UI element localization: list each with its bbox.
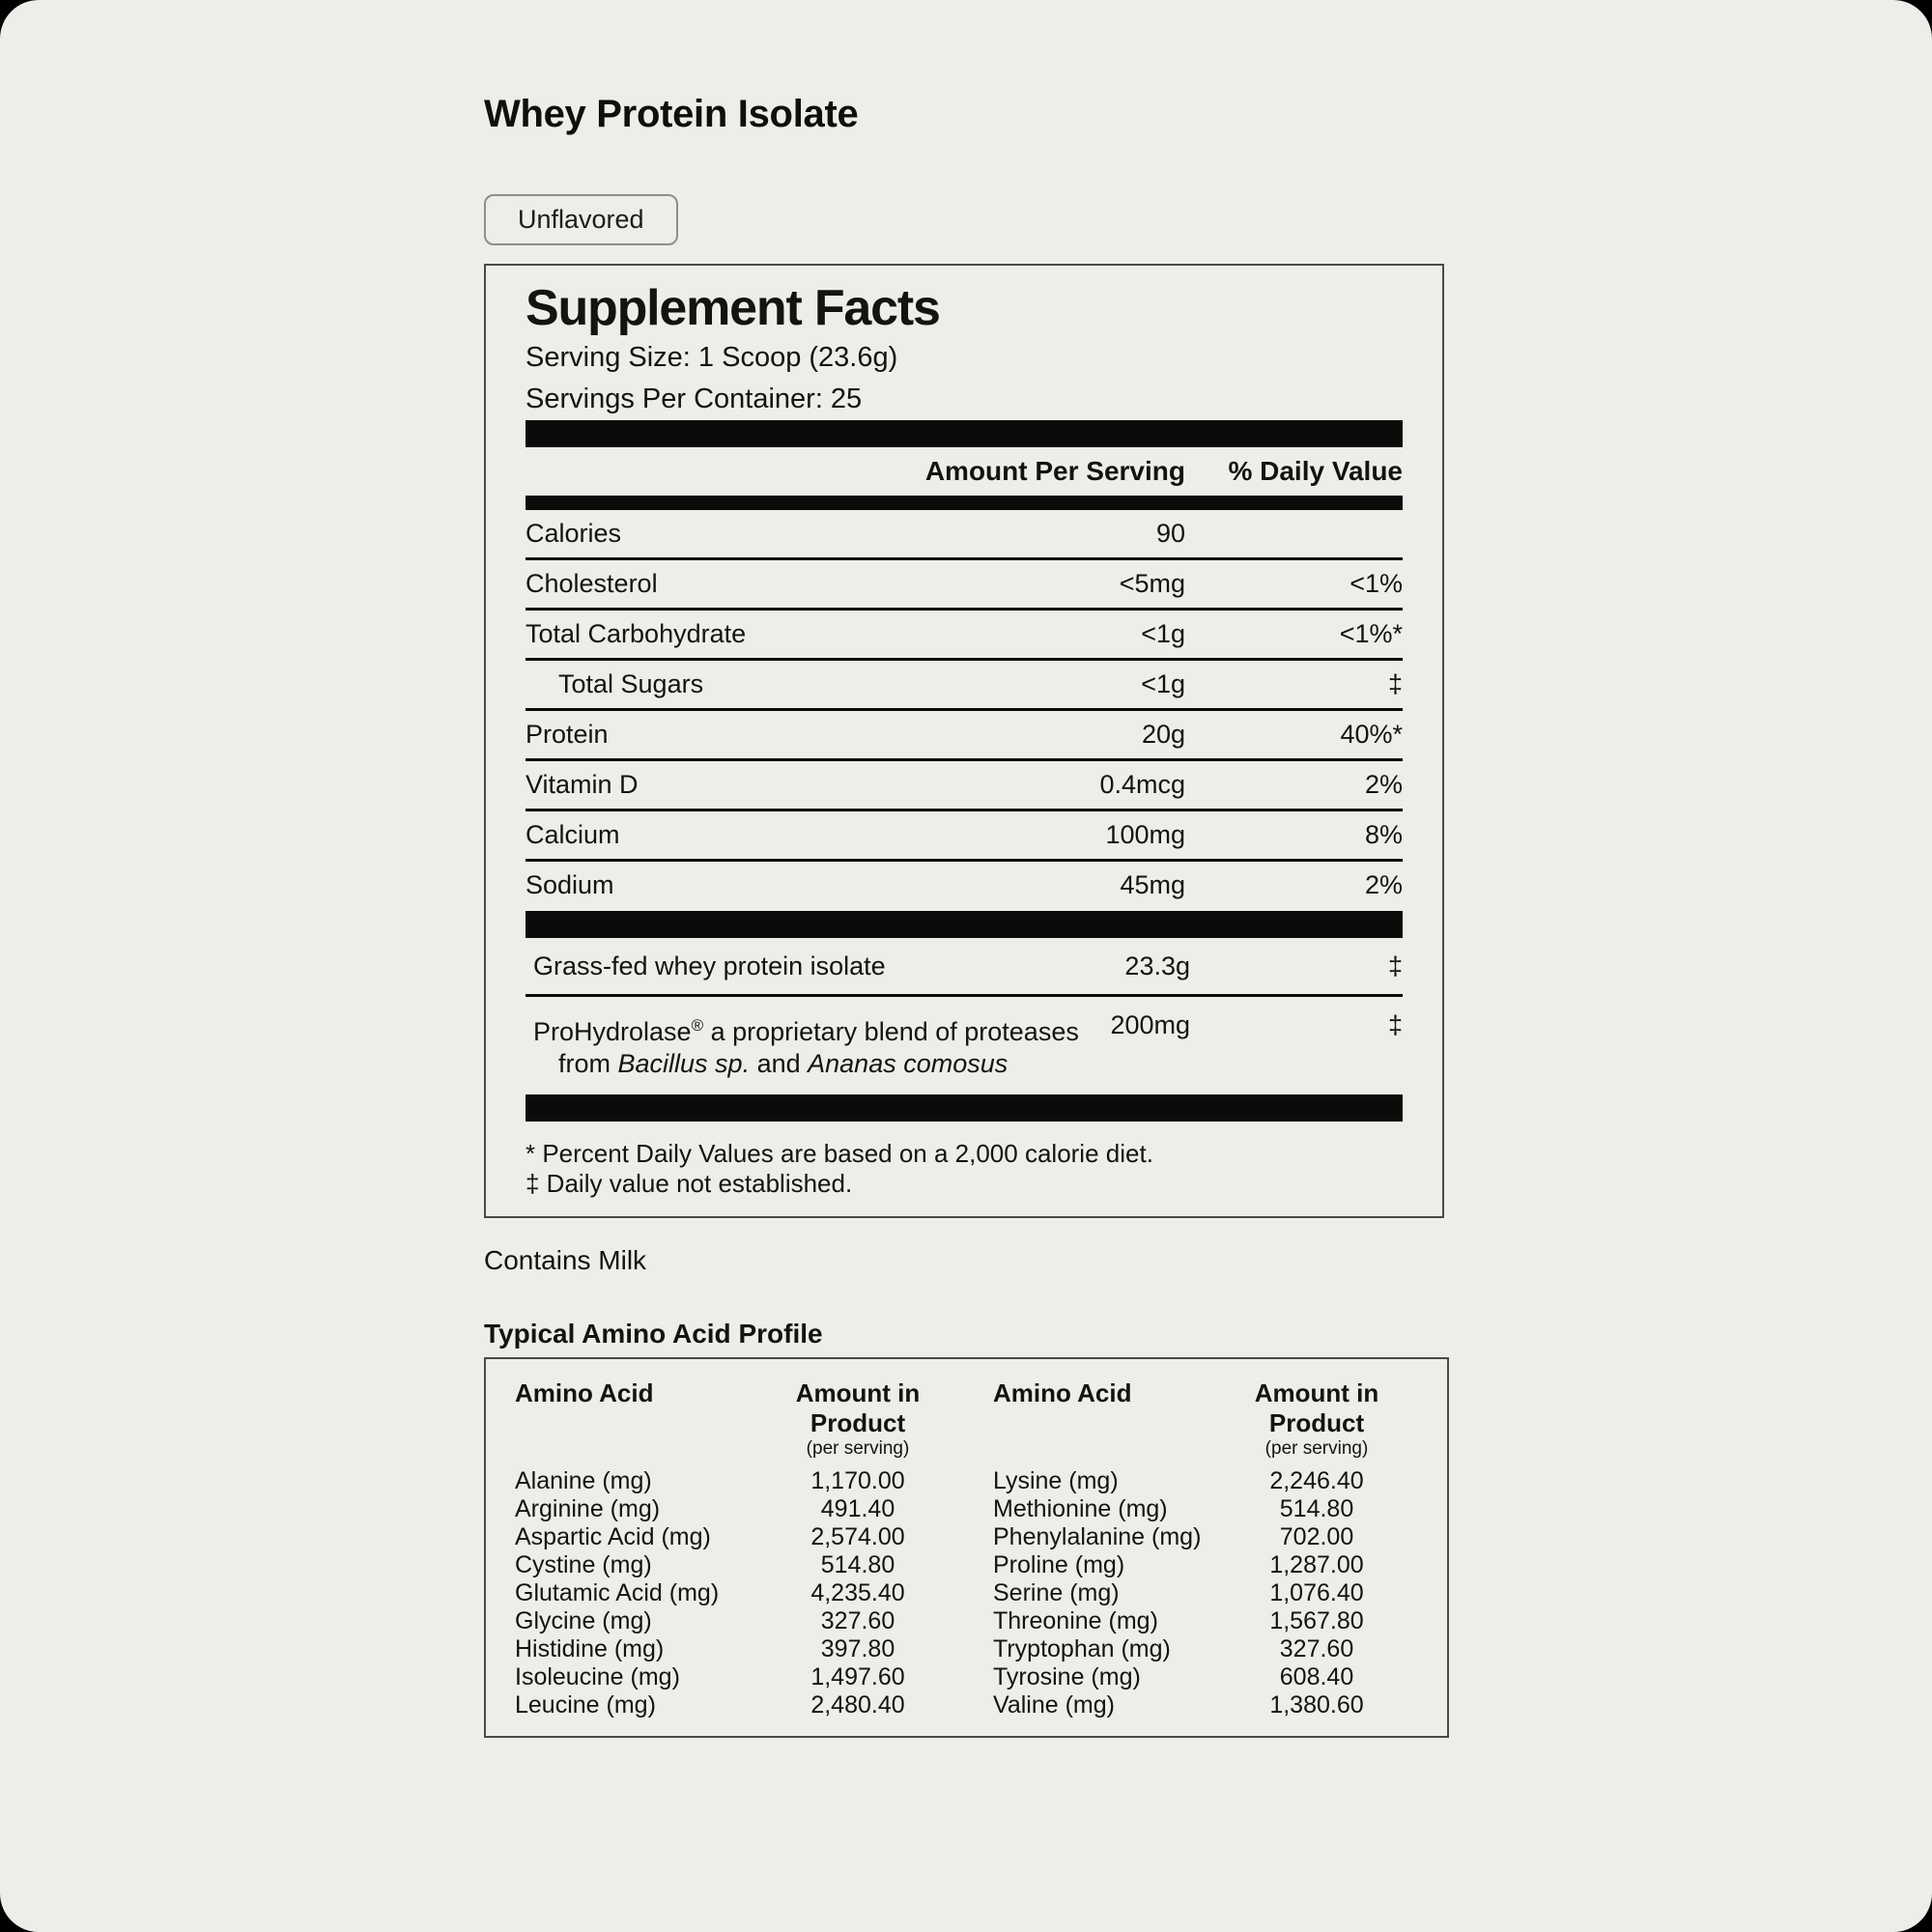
nutrient-row-cholesterol bbox=[526, 560, 1403, 611]
ingredient-dv: ‡ bbox=[1387, 1010, 1403, 1039]
amino-value: 2,480.40 bbox=[810, 1691, 905, 1719]
nutrient-amount: 90 bbox=[1155, 519, 1185, 548]
amino-row bbox=[515, 1663, 1418, 1691]
column-header-text: Amount in Product bbox=[1254, 1378, 1379, 1437]
brand-name: ProHydrolase bbox=[533, 1017, 692, 1046]
amino-value: 4,235.40 bbox=[810, 1579, 905, 1606]
nutrient-row-sodium bbox=[526, 862, 1403, 911]
amino-row bbox=[515, 1635, 1418, 1663]
nutrient-name: Vitamin D bbox=[526, 770, 639, 799]
amino-name: Histidine (mg) bbox=[515, 1635, 665, 1662]
amino-value: 1,076.40 bbox=[1269, 1579, 1364, 1606]
spacer bbox=[969, 1607, 993, 1635]
spacer bbox=[969, 1691, 993, 1719]
divider-bar-thick bbox=[526, 420, 1403, 447]
nutrient-dv: ‡ bbox=[1387, 669, 1403, 698]
source-text: and bbox=[750, 1049, 809, 1078]
spacer bbox=[969, 1635, 993, 1663]
amino-name: Tyrosine (mg) bbox=[993, 1663, 1141, 1690]
nutrient-name: Sodium bbox=[526, 870, 614, 899]
ingredient-name: Grass-fed whey protein isolate bbox=[533, 952, 886, 980]
nutrient-amount: <1g bbox=[1141, 619, 1185, 648]
amino-value: 1,287.00 bbox=[1269, 1551, 1364, 1578]
amino-value: 1,497.60 bbox=[810, 1663, 905, 1690]
page-title: Whey Protein Isolate bbox=[484, 93, 859, 135]
amino-row bbox=[515, 1691, 1418, 1719]
nutrient-dv: 8% bbox=[1364, 820, 1403, 849]
serving-size: Serving Size: 1 Scoop (23.6g) bbox=[526, 342, 898, 373]
amino-profile-title: Typical Amino Acid Profile bbox=[484, 1319, 823, 1349]
amino-name: Alanine (mg) bbox=[515, 1467, 652, 1494]
nutrient-amount: <1g bbox=[1141, 669, 1185, 698]
amino-row bbox=[515, 1551, 1418, 1579]
amino-row bbox=[515, 1495, 1418, 1523]
amino-value: 2,574.00 bbox=[810, 1523, 905, 1550]
ingredient-description: a proprietary blend of proteases bbox=[703, 1017, 1079, 1046]
column-header-text: Amount in Product bbox=[795, 1378, 921, 1437]
nutrient-amount: 100mg bbox=[1105, 820, 1185, 849]
column-header-amount-in-product bbox=[1215, 1378, 1418, 1460]
amino-name: Methionine (mg) bbox=[993, 1495, 1168, 1522]
spacer bbox=[969, 1467, 993, 1495]
facts-column-headers bbox=[526, 447, 1403, 496]
amino-value: 514.80 bbox=[820, 1551, 895, 1578]
nutrient-row-protein bbox=[526, 711, 1403, 761]
amino-value: 491.40 bbox=[820, 1495, 895, 1522]
column-subheader-per-serving: (per serving) bbox=[806, 1438, 910, 1459]
column-header-daily-value: % Daily Value bbox=[1228, 456, 1403, 486]
nutrient-dv: 2% bbox=[1364, 870, 1403, 899]
source-text: from bbox=[558, 1049, 618, 1078]
amino-value: 608.40 bbox=[1279, 1663, 1354, 1690]
spacer bbox=[969, 1523, 993, 1551]
amino-name: Proline (mg) bbox=[993, 1551, 1125, 1578]
flavor-button-unflavored[interactable]: Unflavored bbox=[484, 194, 678, 245]
amino-value: 327.60 bbox=[1279, 1635, 1354, 1662]
nutrient-row-calcium bbox=[526, 811, 1403, 862]
species-name: Ananas comosus bbox=[808, 1049, 1009, 1078]
nutrient-dv: <1% bbox=[1350, 569, 1403, 598]
servings-per-container: Servings Per Container: 25 bbox=[526, 384, 863, 414]
nutrient-amount: 0.4mcg bbox=[1099, 770, 1185, 799]
spacer bbox=[969, 1579, 993, 1607]
spacer bbox=[969, 1551, 993, 1579]
nutrient-dv: 40%* bbox=[1340, 720, 1403, 749]
nutrient-name: Calories bbox=[526, 519, 622, 548]
amino-name: Tryptophan (mg) bbox=[993, 1635, 1171, 1662]
amino-value: 514.80 bbox=[1279, 1495, 1354, 1522]
amino-name: Aspartic Acid (mg) bbox=[515, 1523, 711, 1550]
ingredient-amount: 200mg bbox=[1110, 1010, 1190, 1039]
supplement-facts-panel bbox=[484, 264, 1444, 1218]
amino-name: Valine (mg) bbox=[993, 1691, 1115, 1719]
amino-row bbox=[515, 1607, 1418, 1635]
registered-trademark-symbol: ® bbox=[691, 1016, 704, 1035]
amino-value: 2,246.40 bbox=[1269, 1467, 1364, 1494]
amino-acid-table bbox=[484, 1357, 1449, 1738]
amino-table-headers bbox=[515, 1378, 1418, 1460]
spacer bbox=[969, 1663, 993, 1691]
amino-row bbox=[515, 1467, 1418, 1495]
nutrient-name: Cholesterol bbox=[526, 569, 658, 598]
ingredient-dv: ‡ bbox=[1387, 952, 1403, 980]
amino-name: Threonine (mg) bbox=[993, 1607, 1158, 1634]
spacer bbox=[969, 1378, 993, 1460]
amino-value: 327.60 bbox=[820, 1607, 895, 1634]
ingredient-source-line bbox=[533, 1048, 1089, 1080]
divider-bar-thick bbox=[526, 1094, 1403, 1122]
nutrient-name: Total Sugars bbox=[558, 669, 704, 698]
ingredient-row-whey-isolate bbox=[526, 938, 1403, 997]
amino-name: Isoleucine (mg) bbox=[515, 1663, 680, 1690]
divider-bar-thick bbox=[526, 911, 1403, 938]
amino-value: 1,380.60 bbox=[1269, 1691, 1364, 1719]
nutrient-dv: <1%* bbox=[1339, 619, 1403, 648]
amino-name: Phenylalanine (mg) bbox=[993, 1523, 1202, 1550]
nutrient-row-calories bbox=[526, 510, 1403, 560]
amino-name: Serine (mg) bbox=[993, 1579, 1120, 1606]
spacer bbox=[969, 1495, 993, 1523]
supplement-facts-title: Supplement Facts bbox=[526, 280, 940, 336]
nutrient-amount: <5mg bbox=[1119, 569, 1185, 598]
nutrient-amount: 45mg bbox=[1120, 870, 1185, 899]
amino-row bbox=[515, 1579, 1418, 1607]
footnote-dv-not-established: ‡ Daily value not established. bbox=[526, 1169, 853, 1198]
amino-name: Lysine (mg) bbox=[993, 1467, 1119, 1494]
ingredient-row-prohydrolase bbox=[526, 997, 1403, 1082]
amino-name: Leucine (mg) bbox=[515, 1691, 656, 1719]
column-header-amount-per-serving: Amount Per Serving bbox=[924, 456, 1185, 486]
amino-name: Glutamic Acid (mg) bbox=[515, 1579, 720, 1606]
amino-name: Glycine (mg) bbox=[515, 1607, 652, 1634]
column-header-amino-acid: Amino Acid bbox=[515, 1378, 654, 1407]
amino-value: 397.80 bbox=[820, 1635, 895, 1662]
amino-row bbox=[515, 1523, 1418, 1551]
amino-name: Arginine (mg) bbox=[515, 1495, 661, 1522]
product-label-column bbox=[484, 93, 1449, 1738]
nutrient-name: Calcium bbox=[526, 820, 620, 849]
nutrient-row-total-sugars bbox=[526, 661, 1403, 711]
allergen-note: Contains Milk bbox=[484, 1245, 647, 1275]
amino-value: 1,170.00 bbox=[810, 1467, 905, 1494]
column-header-amino-acid: Amino Acid bbox=[993, 1378, 1132, 1407]
nutrient-amount: 20g bbox=[1141, 720, 1185, 749]
footnote-daily-values: * Percent Daily Values are based on a 2,000 calorie diet. bbox=[526, 1139, 1153, 1168]
amino-value: 702.00 bbox=[1279, 1523, 1354, 1550]
amino-table-body bbox=[515, 1467, 1418, 1719]
column-header-amount-in-product bbox=[747, 1378, 969, 1460]
amino-value: 1,567.80 bbox=[1269, 1607, 1364, 1634]
column-subheader-per-serving: (per serving) bbox=[1264, 1438, 1369, 1459]
amino-name: Cystine (mg) bbox=[515, 1551, 652, 1578]
nutrient-name: Protein bbox=[526, 720, 609, 749]
ingredient-amount: 23.3g bbox=[1124, 952, 1190, 980]
nutrient-dv: 2% bbox=[1364, 770, 1403, 799]
nutrient-row-vitamin-d bbox=[526, 761, 1403, 811]
ingredient-name bbox=[533, 1009, 1089, 1080]
divider-bar-medium bbox=[526, 496, 1403, 510]
species-name: Bacillus sp. bbox=[617, 1049, 751, 1078]
nutrient-name: Total Carbohydrate bbox=[526, 619, 747, 648]
nutrient-row-total-carbohydrate bbox=[526, 611, 1403, 661]
